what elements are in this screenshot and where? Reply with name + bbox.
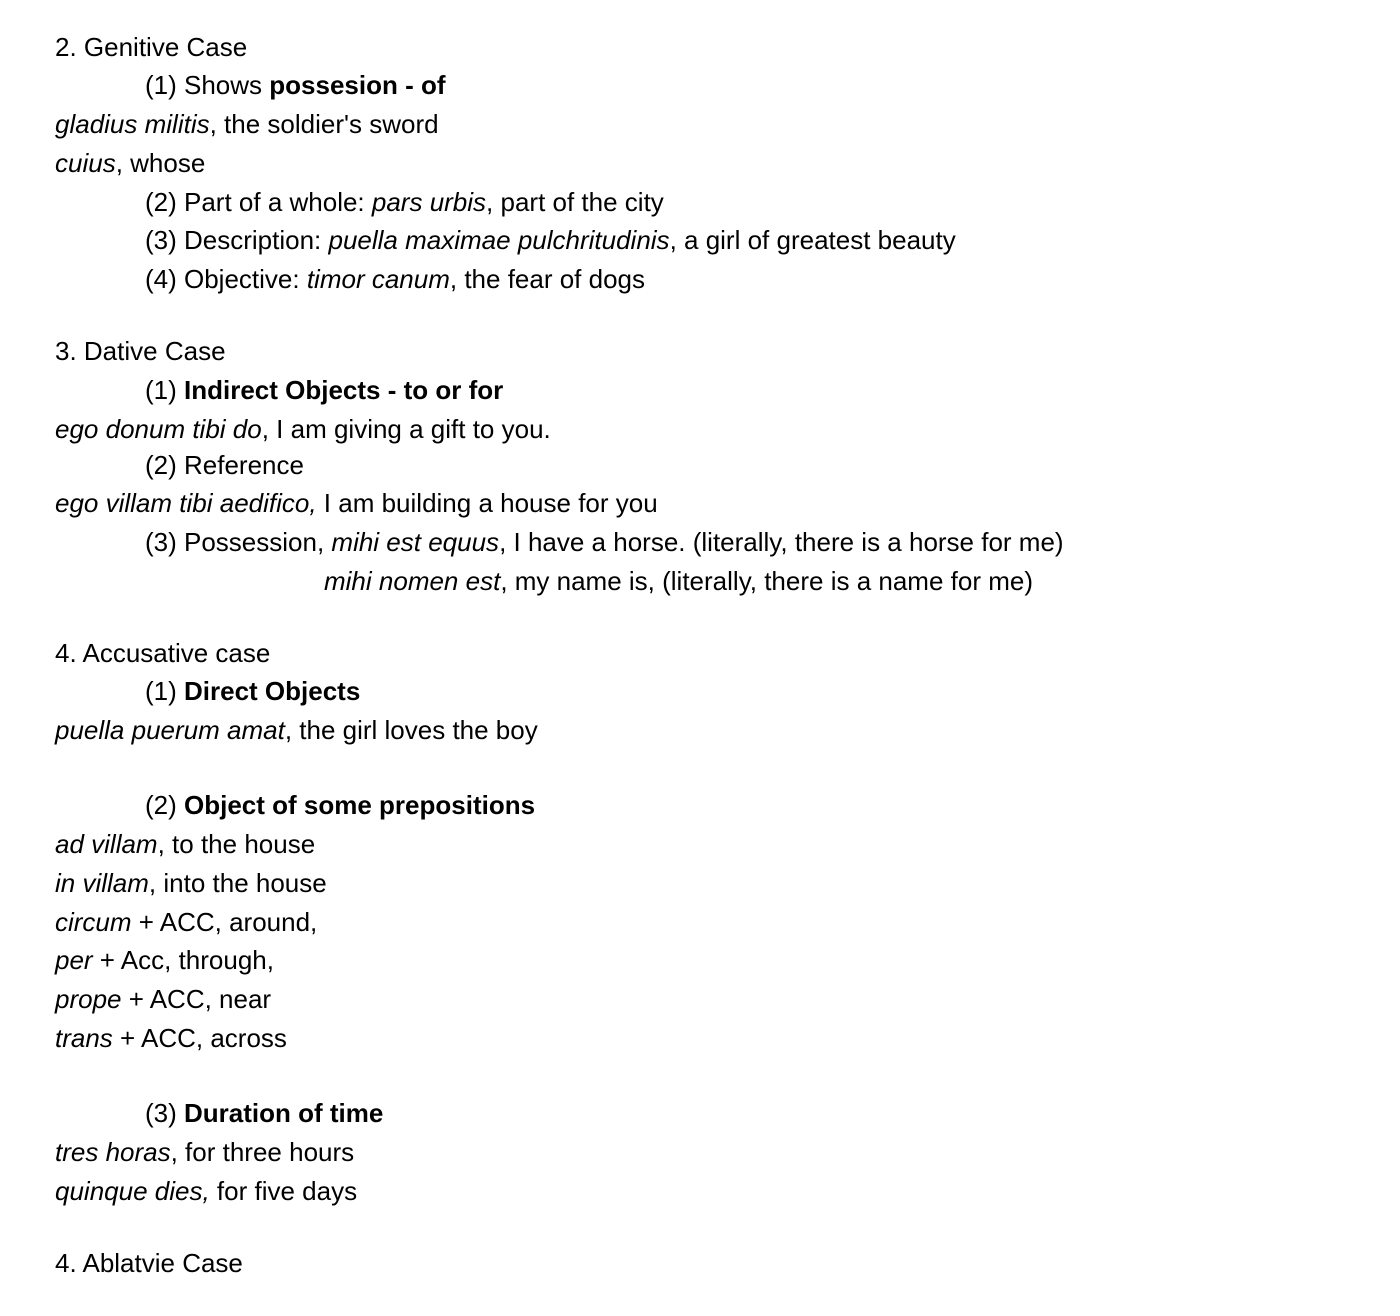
dative-heading: 3. Dative Case (55, 336, 226, 366)
rule-label: Duration of time (184, 1098, 384, 1128)
example-line (55, 414, 551, 444)
rule-label: Object of some prepositions (184, 790, 536, 820)
genitive-heading: 2. Genitive Case (55, 32, 248, 62)
item-number: (2) (145, 790, 184, 820)
example-line (55, 829, 315, 859)
latin-text: ad villam (55, 829, 158, 859)
rule-label: (4) Objective: (145, 264, 307, 294)
translation-text: , I am giving a gift to you. (261, 414, 551, 444)
translation-text: , the fear of dogs (449, 264, 646, 294)
accusative-duration-line (145, 1098, 383, 1128)
latin-text: tres horas (55, 1137, 171, 1167)
translation-text: , I have a horse. (literally, there is a horse for me) (499, 527, 1064, 557)
example-line (55, 109, 439, 139)
latin-text: circum (55, 907, 132, 937)
latin-text: ego villam tibi aedifico, (55, 488, 317, 518)
dative-possession-line-2 (324, 566, 1033, 596)
latin-text: puella puerum amat (55, 715, 285, 745)
example-line (55, 488, 658, 518)
genitive-part-line (145, 187, 664, 217)
example-line (55, 715, 538, 745)
example-line (55, 148, 205, 178)
translation-text: , part of the city (486, 187, 664, 217)
rule-label: (3) Possession, (145, 527, 332, 557)
translation-text: I am building a house for you (316, 488, 658, 518)
dative-reference-line: (2) Reference (145, 450, 304, 480)
translation-text: + ACC, around, (131, 907, 318, 937)
example-line (55, 907, 317, 937)
latin-text: quinque dies, (55, 1176, 210, 1206)
rule-label: Direct Objects (184, 676, 361, 706)
genitive-objective-line (145, 264, 645, 294)
dative-possession-line (145, 527, 1064, 557)
example-line (55, 984, 271, 1014)
latin-text: trans (55, 1023, 113, 1053)
latin-text: gladius militis (55, 109, 210, 139)
dative-indirect-line (145, 375, 503, 405)
accusative-prepositions-line (145, 790, 535, 820)
translation-text: , the soldier's sword (209, 109, 439, 139)
translation-text: for five days (209, 1176, 358, 1206)
translation-text: , a girl of greatest beauty (669, 225, 956, 255)
item-number: (3) (145, 1098, 184, 1128)
translation-text: + ACC, near (121, 984, 272, 1014)
rule-label: (2) Part of a whole: (145, 187, 372, 217)
example-line (55, 945, 274, 975)
translation-text: + ACC, across (112, 1023, 287, 1053)
example-line (55, 1023, 287, 1053)
latin-text: cuius (55, 148, 116, 178)
latin-text: prope (55, 984, 122, 1014)
accusative-heading: 4. Accusative case (55, 638, 271, 668)
latin-text: mihi nomen est (324, 566, 501, 596)
translation-text: , the girl loves the boy (284, 715, 538, 745)
latin-text: per (55, 945, 93, 975)
example-line (55, 868, 327, 898)
rule-label: Indirect Objects - to or for (184, 375, 504, 405)
translation-text: + Acc, through, (92, 945, 274, 975)
translation-text: , into the house (148, 868, 327, 898)
latin-text: puella maximae pulchritudinis (328, 225, 670, 255)
genitive-possession-line (145, 70, 446, 100)
latin-text: timor canum (306, 264, 450, 294)
example-line (55, 1176, 357, 1206)
item-number: (1) (145, 375, 184, 405)
item-number: (1) (145, 676, 184, 706)
accusative-direct-line (145, 676, 360, 706)
latin-text: ego donum tibi do (55, 414, 262, 444)
rule-label: (3) Description: (145, 225, 329, 255)
translation-text: , for three hours (170, 1137, 355, 1167)
latin-text: mihi est equus (331, 527, 500, 557)
item-number: (1) Shows (145, 70, 270, 100)
genitive-description-line (145, 225, 956, 255)
rule-label: possesion - of (269, 70, 446, 100)
translation-text: , whose (115, 148, 206, 178)
translation-text: , to the house (157, 829, 316, 859)
ablative-heading: 4. Ablatvie Case (55, 1248, 243, 1278)
latin-text: in villam (55, 868, 149, 898)
latin-text: pars urbis (371, 187, 487, 217)
example-line (55, 1137, 354, 1167)
translation-text: , my name is, (literally, there is a name for me) (500, 566, 1033, 596)
